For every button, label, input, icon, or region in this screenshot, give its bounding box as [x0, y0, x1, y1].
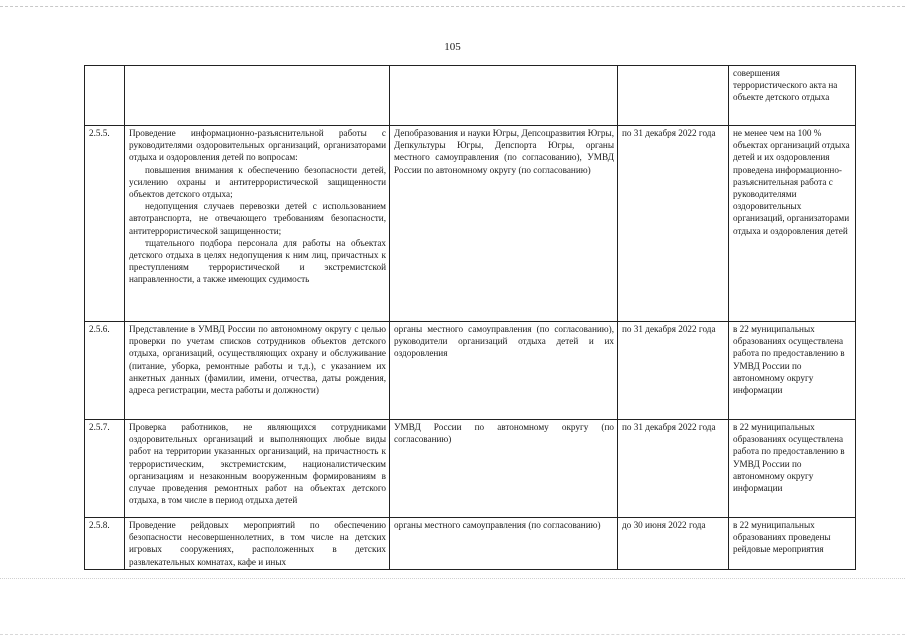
activity-cell: [125, 126, 390, 322]
item-number-cell: 2.5.6.: [85, 322, 125, 420]
table-row: [85, 126, 856, 322]
indicator-cell: в 22 муниципальных образованиях осуществлена работа по предоставлению в УМВД России по автономному округу информации: [729, 322, 856, 420]
activity-point: повышения внимания к обеспечению безопасности детей, усилению охраны и антитеррористической защищенности объектов детского отдыха;: [129, 164, 386, 200]
activity-intro: Проведение информационно-разъяснительной работы с руководителями оздоровительных организаций, организаторами отдыха и оздоровления детей по вопросам:: [129, 128, 386, 163]
term-cell: по 31 декабря 2022 года: [618, 420, 729, 518]
responsible-cell: УМВД России по автономному округу (по согласованию): [390, 420, 618, 518]
responsible-cell: органы местного самоуправления (по согласованию): [390, 518, 618, 570]
item-number-cell: 2.5.8.: [85, 518, 125, 570]
activity-cell: Представление в УМВД России по автономному округу с целью проверки по учетам списков сотрудников объектов детского отдыха, организаций, осуществляющих охрану и обслуживание (питание, уборка, ремонтные работы и т.д.), с указанием их анкетных данных (фамилии, имени, отчества, даты рождения, адреса регистрации, места работы и должности): [125, 322, 390, 420]
indicator-cell: совершения террористического акта на объекте детского отдыха: [729, 66, 856, 126]
term-cell: [618, 66, 729, 126]
table-row: [85, 66, 856, 126]
scan-border-footer: [0, 634, 905, 635]
responsible-cell: [390, 66, 618, 126]
item-number-cell: 2.5.5.: [85, 126, 125, 322]
activity-cell: [125, 66, 390, 126]
activity-point: тщательного подбора персонала для работы на объектах детского отдыха в целях недопущения к ним лиц, причастных к преступлениям террористической и экстремистской направленности, а также имеющих судимость: [129, 237, 386, 285]
responsible-cell: Депобразования и науки Югры, Депсоцразвития Югры, Депкультуры Югры, Депспорта Югры, органы местного самоуправления (по согласованию), УМВД России по автономному округу (по согласованию): [390, 126, 618, 322]
indicator-cell: не менее чем на 100 % объектах организаций отдыха детей и их оздоровления проведена информационно-разъяснительная работа с руководителями оздоровительных организаций, организаторами отдыха и оздоровления детей: [729, 126, 856, 322]
table-row: [85, 420, 856, 518]
table-row: [85, 322, 856, 420]
activity-point: недопущения случаев перевозки детей с использованием автотранспорта, не отвечающего требованиям безопасности, антитеррористической защищенности;: [129, 201, 386, 236]
indicator-cell: в 22 муниципальных образованиях осуществлена работа по предоставлению в УМВД России по автономному округу информации: [729, 420, 856, 518]
scan-border-bottom: [0, 578, 905, 579]
item-number-cell: [85, 66, 125, 126]
page-number: 105: [444, 41, 461, 53]
scan-border-top: [0, 6, 905, 7]
indicator-cell: в 22 муниципальных образованиях проведены рейдовые мероприятия: [729, 518, 856, 570]
activity-cell: Проведение рейдовых мероприятий по обеспечению безопасности несовершеннолетних, в том числе на детских игровых сооружениях, расположенных в детских развлекательных комнатах, кафе и иных: [125, 518, 390, 570]
table-row: [85, 518, 856, 570]
term-cell: по 31 декабря 2022 года: [618, 126, 729, 322]
item-number-cell: 2.5.7.: [85, 420, 125, 518]
responsible-cell: органы местного самоуправления (по согласованию), руководители организаций отдыха детей и их оздоровления: [390, 322, 618, 420]
activity-cell: Проверка работников, не являющихся сотрудниками оздоровительных организаций и выполняющих любые виды работ на территории указанных организаций, на причастность к террористическим, экстремистским, националистическим организациям и незаконным вооруженным формированиям в случае проведения ремонтных работ на объектах детского отдыха, в том числе в период отдыха детей: [125, 420, 390, 518]
term-cell: до 30 июня 2022 года: [618, 518, 729, 570]
measures-table: [84, 65, 856, 570]
term-cell: по 31 декабря 2022 года: [618, 322, 729, 420]
